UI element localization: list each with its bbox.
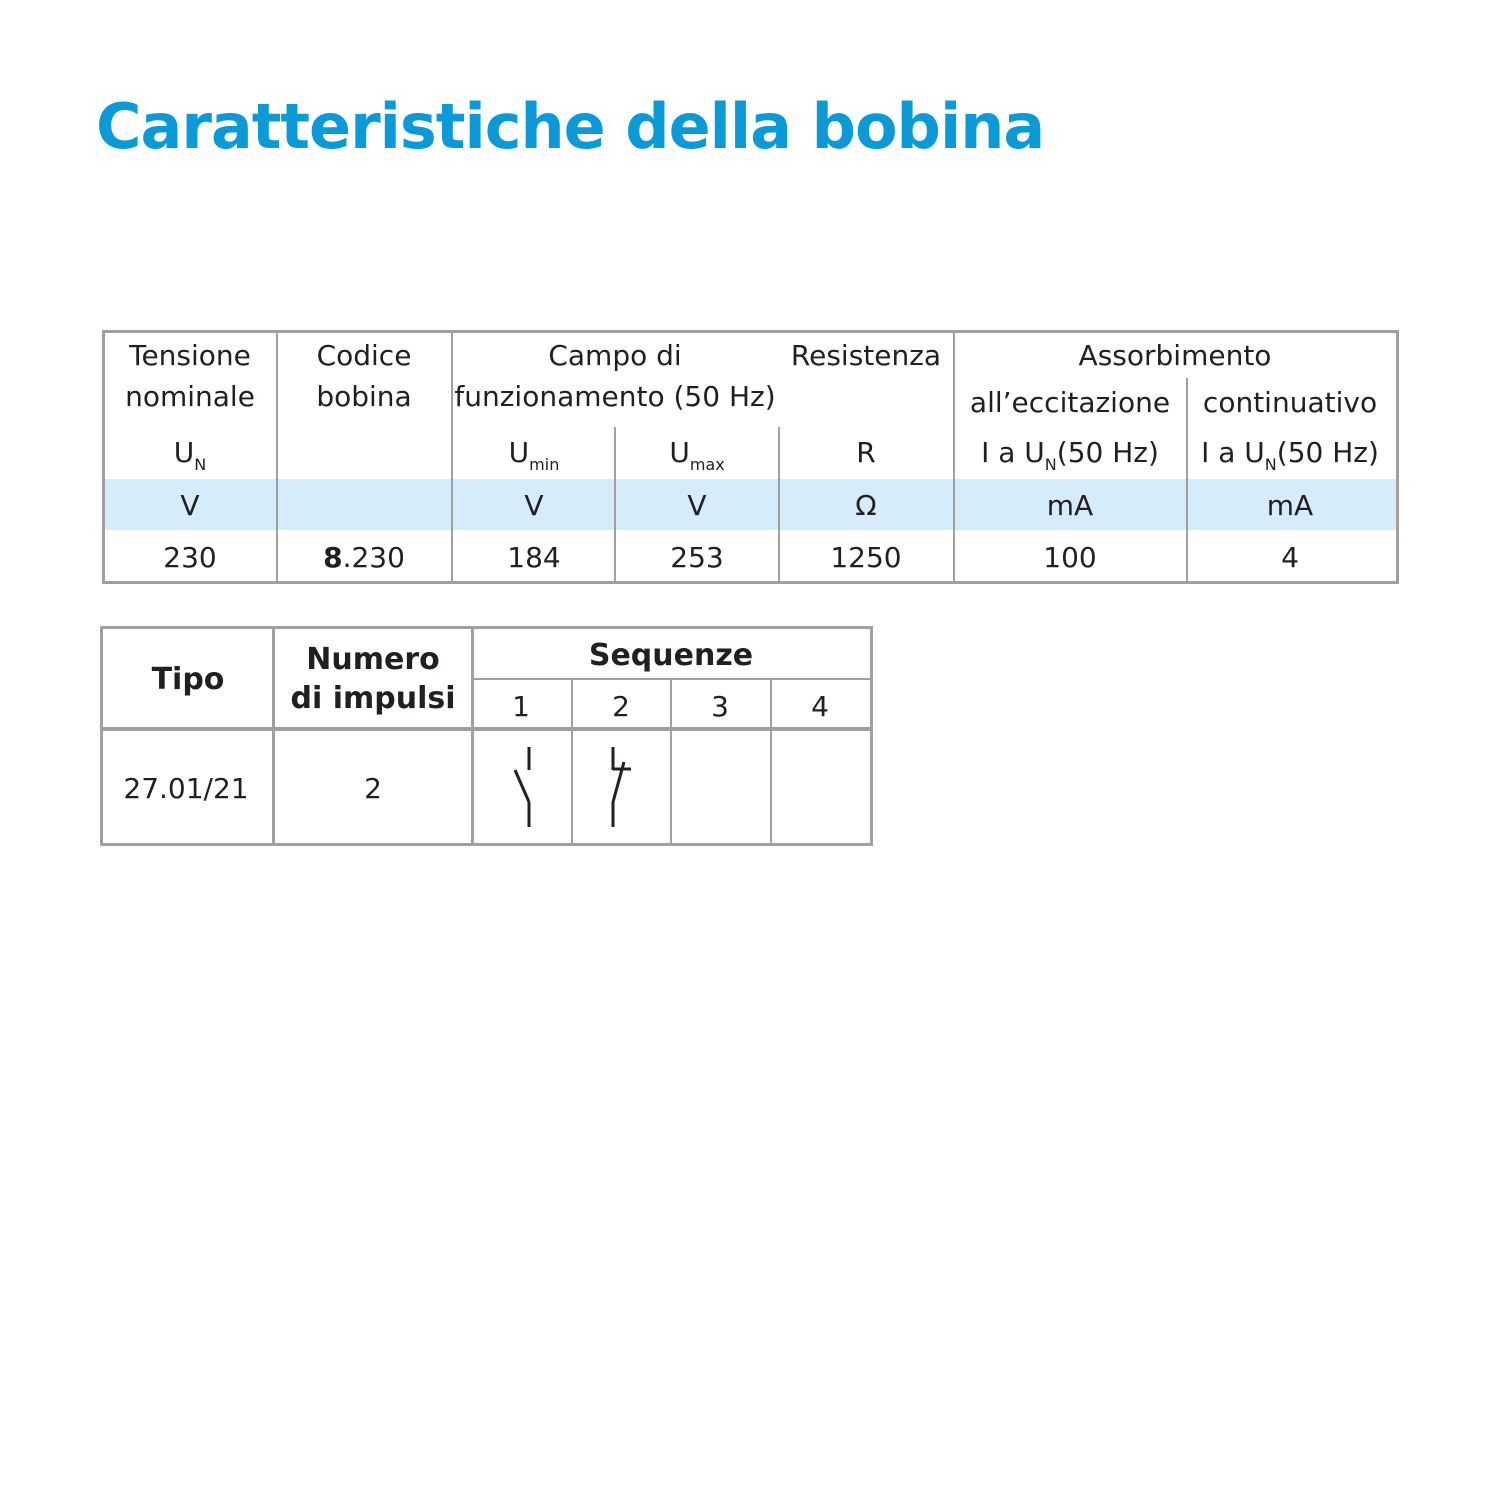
header-codice-1: Codice <box>316 339 412 372</box>
header-ia-ecc: I a $U_N(50$ Hz) <box>981 436 1159 474</box>
cell-tipo: 27.01/21 <box>123 772 249 805</box>
seq-3: 3 <box>711 690 729 723</box>
header-eccitazione: all’eccitazione <box>969 386 1171 419</box>
header-campo-2: funzionamento (50 Hz) <box>454 380 776 413</box>
header-resistenza: Resistenza <box>790 339 942 372</box>
unit-umin: V <box>524 489 544 522</box>
page-title: Caratteristiche della bobina <box>96 90 1045 163</box>
unit-ecc: mA <box>1046 489 1094 522</box>
seq-2: 2 <box>612 690 630 723</box>
cell-tensione: 230 <box>163 541 217 574</box>
seq-4: 4 <box>811 690 829 723</box>
switch-open-icon <box>515 747 529 827</box>
header-assorbimento: Assorbimento <box>1078 339 1272 372</box>
switch-closed-latched-icon <box>613 747 631 827</box>
seq-1: 1 <box>512 690 530 723</box>
cell-umax: 253 <box>670 541 724 574</box>
header-ia-cont: I a $U_N(50$ Hz) <box>1201 436 1379 474</box>
header-tensione-1: Tensione <box>129 339 251 372</box>
cell-ecc: 100 <box>1043 541 1097 574</box>
header-numero-2: di impulsi <box>290 681 456 716</box>
header-umax: $U_{max}$ <box>669 436 725 474</box>
header-r: R <box>856 436 876 469</box>
switch-symbols <box>470 730 670 850</box>
cell-r: 1250 <box>830 541 902 574</box>
cell-cont: 4 <box>1281 541 1299 574</box>
unit-umax: V <box>687 489 707 522</box>
unit-cont: mA <box>1266 489 1314 522</box>
header-sequenze: Sequenze <box>588 638 754 673</box>
header-umin: $U_{min}$ <box>508 436 560 474</box>
header-numero-1: Numero <box>306 642 440 677</box>
cell-umin: 184 <box>507 541 561 574</box>
header-campo-1: Campo di <box>548 339 682 372</box>
unit-r: Ω <box>855 489 877 522</box>
cell-codice: 8.230 <box>323 541 405 574</box>
header-continuativo: continuativo <box>1202 386 1378 419</box>
header-codice-2: bobina <box>316 380 412 413</box>
unit-tensione: V <box>180 489 200 522</box>
header-un: $U_N$ <box>173 436 207 474</box>
cell-impulsi: 2 <box>364 772 382 805</box>
header-tipo: Tipo <box>151 662 225 697</box>
header-tensione-2: nominale <box>125 380 255 413</box>
